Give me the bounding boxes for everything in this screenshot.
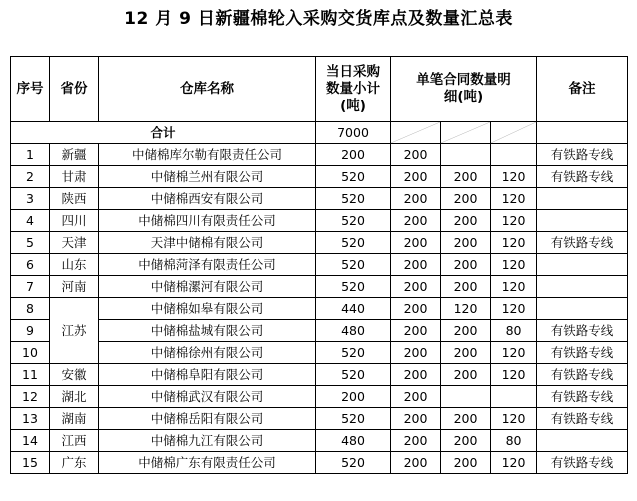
table-row bbox=[11, 254, 628, 276]
contract-qty-1-cell: 200 bbox=[391, 210, 441, 232]
total-value: 7000 bbox=[316, 122, 391, 144]
daily-total-cell: 480 bbox=[316, 320, 391, 342]
warehouse-cell: 中储棉九江有限公司 bbox=[99, 430, 316, 452]
table-row bbox=[11, 276, 628, 298]
remark-cell bbox=[537, 430, 628, 452]
contract-qty-2-cell: 200 bbox=[441, 232, 491, 254]
row-number-cell: 10 bbox=[11, 342, 50, 364]
total-label: 合计 bbox=[11, 122, 316, 144]
header-warehouse: 仓库名称 bbox=[99, 57, 316, 122]
daily-total-cell: 520 bbox=[316, 210, 391, 232]
daily-total-cell: 520 bbox=[316, 276, 391, 298]
table-row bbox=[11, 452, 628, 474]
province-cell: 天津 bbox=[50, 232, 99, 254]
daily-total-cell: 200 bbox=[316, 144, 391, 166]
contract-qty-2-cell: 200 bbox=[441, 210, 491, 232]
province-cell: 新疆 bbox=[50, 144, 99, 166]
header-contract-detail: 单笔合同数量明细(吨) bbox=[391, 57, 537, 122]
daily-total-cell: 520 bbox=[316, 342, 391, 364]
daily-total-cell: 520 bbox=[316, 166, 391, 188]
contract-qty-2-cell: 200 bbox=[441, 408, 491, 430]
daily-total-cell: 480 bbox=[316, 430, 391, 452]
province-cell: 湖北 bbox=[50, 386, 99, 408]
warehouse-cell: 中储棉漯河有限公司 bbox=[99, 276, 316, 298]
contract-qty-2-cell bbox=[441, 386, 491, 408]
warehouse-cell: 天津中储棉有限公司 bbox=[99, 232, 316, 254]
header-daily-total: 当日采购数量小计(吨) bbox=[316, 57, 391, 122]
contract-qty-3-cell bbox=[491, 386, 537, 408]
header-no: 序号 bbox=[11, 57, 50, 122]
contract-qty-3-cell: 120 bbox=[491, 188, 537, 210]
contract-qty-3-cell: 80 bbox=[491, 430, 537, 452]
total-row bbox=[11, 122, 628, 144]
warehouse-cell: 中储棉阜阳有限公司 bbox=[99, 364, 316, 386]
contract-qty-3-cell: 120 bbox=[491, 276, 537, 298]
province-cell: 四川 bbox=[50, 210, 99, 232]
row-number-cell: 15 bbox=[11, 452, 50, 474]
diagonal-cell bbox=[441, 122, 491, 144]
remark-cell: 有铁路专线 bbox=[537, 408, 628, 430]
contract-qty-2-cell: 200 bbox=[441, 430, 491, 452]
row-number-cell: 6 bbox=[11, 254, 50, 276]
row-number-cell: 7 bbox=[11, 276, 50, 298]
daily-total-cell: 520 bbox=[316, 408, 391, 430]
header-province: 省份 bbox=[50, 57, 99, 122]
contract-qty-1-cell: 200 bbox=[391, 342, 441, 364]
warehouse-cell: 中储棉如皋有限公司 bbox=[99, 298, 316, 320]
contract-qty-3-cell: 120 bbox=[491, 364, 537, 386]
table-row bbox=[11, 364, 628, 386]
daily-total-cell: 520 bbox=[316, 452, 391, 474]
document-title: 12 月 9 日新疆棉轮入采购交货库点及数量汇总表 bbox=[124, 9, 513, 29]
daily-total-cell: 520 bbox=[316, 232, 391, 254]
daily-total-cell: 440 bbox=[316, 298, 391, 320]
remark-cell: 有铁路专线 bbox=[537, 386, 628, 408]
remark-cell: 有铁路专线 bbox=[537, 342, 628, 364]
contract-qty-1-cell: 200 bbox=[391, 166, 441, 188]
contract-qty-1-cell: 200 bbox=[391, 144, 441, 166]
warehouse-cell: 中储棉徐州有限公司 bbox=[99, 342, 316, 364]
warehouse-cell: 中储棉四川有限责任公司 bbox=[99, 210, 316, 232]
daily-total-cell: 520 bbox=[316, 188, 391, 210]
contract-qty-2-cell: 200 bbox=[441, 320, 491, 342]
remark-cell bbox=[537, 254, 628, 276]
warehouse-cell: 中储棉库尔勒有限责任公司 bbox=[99, 144, 316, 166]
contract-qty-1-cell: 200 bbox=[391, 276, 441, 298]
contract-qty-2-cell bbox=[441, 144, 491, 166]
table-row bbox=[11, 430, 628, 452]
contract-qty-3-cell: 120 bbox=[491, 298, 537, 320]
warehouse-cell: 中储棉广东有限责任公司 bbox=[99, 452, 316, 474]
row-number-cell: 13 bbox=[11, 408, 50, 430]
remark-cell: 有铁路专线 bbox=[537, 166, 628, 188]
table-row bbox=[11, 298, 628, 320]
table-row bbox=[11, 210, 628, 232]
contract-qty-2-cell: 200 bbox=[441, 342, 491, 364]
contract-qty-3-cell: 120 bbox=[491, 232, 537, 254]
province-cell: 安徽 bbox=[50, 364, 99, 386]
diagonal-cell bbox=[491, 122, 537, 144]
contract-qty-1-cell: 200 bbox=[391, 320, 441, 342]
row-number-cell: 12 bbox=[11, 386, 50, 408]
contract-qty-2-cell: 120 bbox=[441, 298, 491, 320]
contract-qty-2-cell: 200 bbox=[441, 254, 491, 276]
table-row bbox=[11, 320, 628, 342]
contract-qty-1-cell: 200 bbox=[391, 232, 441, 254]
warehouse-cell: 中储棉西安有限公司 bbox=[99, 188, 316, 210]
contract-qty-1-cell: 200 bbox=[391, 430, 441, 452]
contract-qty-2-cell: 200 bbox=[441, 452, 491, 474]
contract-qty-3-cell: 120 bbox=[491, 342, 537, 364]
table-row bbox=[11, 408, 628, 430]
warehouse-cell: 中储棉岳阳有限公司 bbox=[99, 408, 316, 430]
table-row bbox=[11, 188, 628, 210]
table-row bbox=[11, 144, 628, 166]
row-number-cell: 14 bbox=[11, 430, 50, 452]
contract-qty-3-cell: 120 bbox=[491, 408, 537, 430]
contract-qty-2-cell: 200 bbox=[441, 166, 491, 188]
contract-qty-3-cell: 120 bbox=[491, 452, 537, 474]
contract-qty-1-cell: 200 bbox=[391, 452, 441, 474]
contract-qty-3-cell: 120 bbox=[491, 254, 537, 276]
province-cell: 陕西 bbox=[50, 188, 99, 210]
contract-qty-2-cell: 200 bbox=[441, 364, 491, 386]
warehouse-cell: 中储棉兰州有限公司 bbox=[99, 166, 316, 188]
summary-table bbox=[10, 56, 628, 474]
row-number-cell: 3 bbox=[11, 188, 50, 210]
daily-total-cell: 520 bbox=[316, 254, 391, 276]
province-cell: 江西 bbox=[50, 430, 99, 452]
contract-qty-1-cell: 200 bbox=[391, 188, 441, 210]
remark-cell: 有铁路专线 bbox=[537, 364, 628, 386]
remark-cell bbox=[537, 298, 628, 320]
contract-qty-3-cell bbox=[491, 144, 537, 166]
warehouse-cell: 中储棉盐城有限公司 bbox=[99, 320, 316, 342]
row-number-cell: 4 bbox=[11, 210, 50, 232]
province-cell: 湖南 bbox=[50, 408, 99, 430]
contract-qty-3-cell: 120 bbox=[491, 210, 537, 232]
contract-qty-3-cell: 80 bbox=[491, 320, 537, 342]
remark-cell bbox=[537, 276, 628, 298]
warehouse-cell: 中储棉武汉有限公司 bbox=[99, 386, 316, 408]
contract-qty-1-cell: 200 bbox=[391, 254, 441, 276]
diagonal-cell bbox=[391, 122, 441, 144]
contract-qty-2-cell: 200 bbox=[441, 188, 491, 210]
row-number-cell: 11 bbox=[11, 364, 50, 386]
contract-qty-1-cell: 200 bbox=[391, 386, 441, 408]
header-remark: 备注 bbox=[537, 57, 628, 122]
remark-cell: 有铁路专线 bbox=[537, 320, 628, 342]
province-cell: 甘肃 bbox=[50, 166, 99, 188]
header-row bbox=[11, 57, 628, 122]
row-number-cell: 8 bbox=[11, 298, 50, 320]
total-remark-cell bbox=[537, 122, 628, 144]
warehouse-cell: 中储棉菏泽有限责任公司 bbox=[99, 254, 316, 276]
province-cell: 广东 bbox=[50, 452, 99, 474]
table-row bbox=[11, 166, 628, 188]
daily-total-cell: 520 bbox=[316, 364, 391, 386]
row-number-cell: 9 bbox=[11, 320, 50, 342]
contract-qty-1-cell: 200 bbox=[391, 298, 441, 320]
remark-cell bbox=[537, 188, 628, 210]
daily-total-cell: 200 bbox=[316, 386, 391, 408]
remark-cell: 有铁路专线 bbox=[537, 232, 628, 254]
row-number-cell: 1 bbox=[11, 144, 50, 166]
contract-qty-1-cell: 200 bbox=[391, 364, 441, 386]
remark-cell bbox=[537, 210, 628, 232]
table-row bbox=[11, 342, 628, 364]
table-row bbox=[11, 386, 628, 408]
contract-qty-2-cell: 200 bbox=[441, 276, 491, 298]
row-number-cell: 5 bbox=[11, 232, 50, 254]
table-row bbox=[11, 232, 628, 254]
province-cell: 河南 bbox=[50, 276, 99, 298]
province-cell: 江苏 bbox=[50, 298, 99, 364]
contract-qty-1-cell: 200 bbox=[391, 408, 441, 430]
row-number-cell: 2 bbox=[11, 166, 50, 188]
province-cell: 山东 bbox=[50, 254, 99, 276]
remark-cell: 有铁路专线 bbox=[537, 452, 628, 474]
contract-qty-3-cell: 120 bbox=[491, 166, 537, 188]
remark-cell: 有铁路专线 bbox=[537, 144, 628, 166]
